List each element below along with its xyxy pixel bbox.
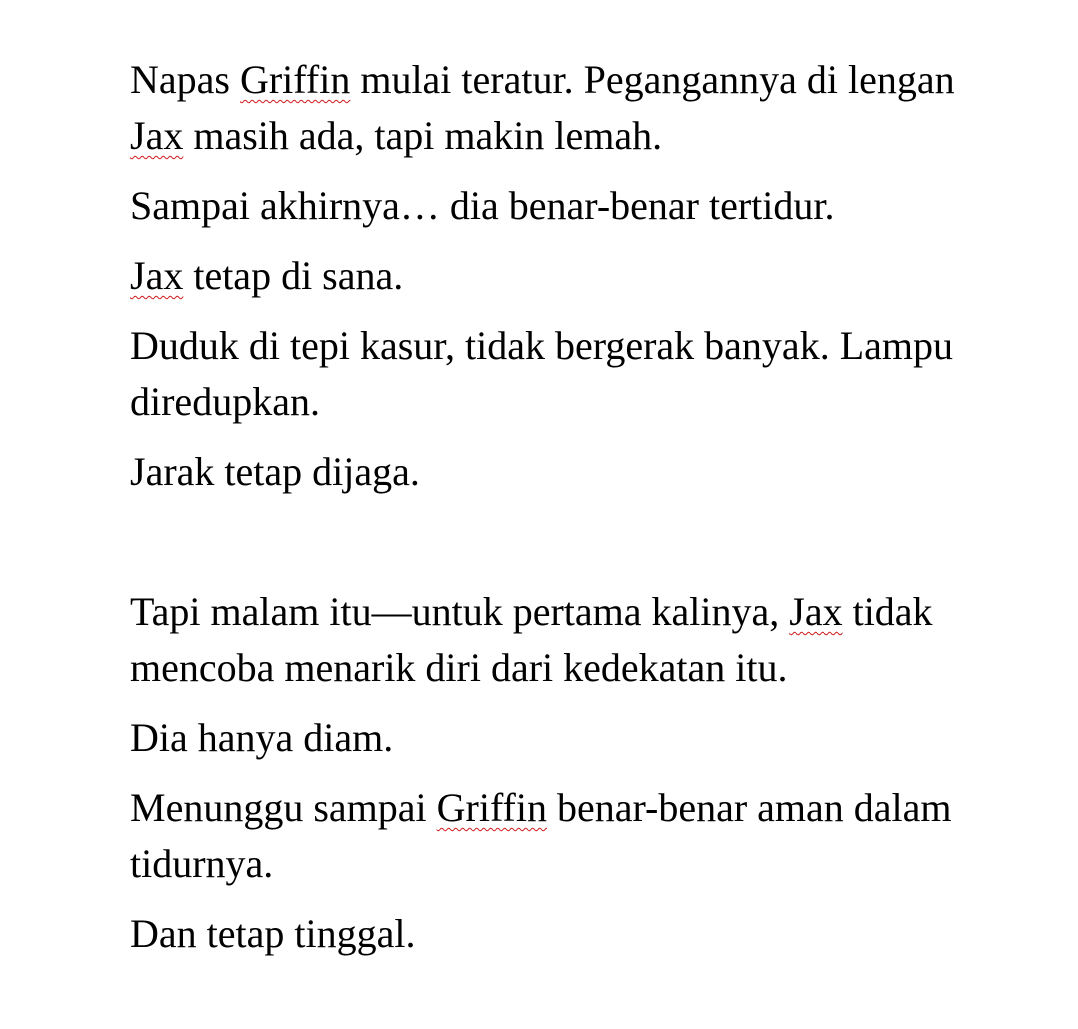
text-run: masih ada, tapi makin lemah.: [183, 113, 663, 158]
text-run: tetap di sana.: [183, 253, 404, 298]
paragraph-3: [130, 248, 960, 304]
paragraph-2: Sampai akhirnya… dia benar-benar tertidur.: [130, 183, 835, 228]
text-run: Menunggu sampai: [130, 785, 437, 830]
text-run: mulai teratur. Pegangannya di lengan: [350, 57, 955, 102]
misspelled-word[interactable]: Jax: [130, 253, 184, 298]
document-body: [130, 52, 960, 976]
paragraph-7: Dia hanya diam.: [130, 715, 394, 760]
paragraph-8: [130, 780, 960, 892]
text-run: Tapi malam itu—untuk pertama kalinya,: [130, 589, 790, 634]
paragraph-5: Jarak tetap dijaga.: [130, 449, 420, 494]
misspelled-word[interactable]: Griffin: [239, 57, 351, 102]
paragraph-4: Duduk di tepi kasur, tidak bergerak banyak. Lampu diredupkan.: [130, 323, 953, 424]
text-run: tidak mencoba menarik diri dari kedekatan itu.: [130, 589, 933, 690]
misspelled-word[interactable]: Jax: [789, 589, 843, 634]
blank-line: [130, 514, 960, 584]
misspelled-word[interactable]: Griffin: [436, 785, 547, 830]
paragraph-1: [130, 52, 960, 164]
text-run: Napas: [130, 57, 240, 102]
misspelled-word[interactable]: Jax: [130, 113, 184, 158]
paragraph-9: Dan tetap tinggal.: [130, 911, 416, 956]
paragraph-6: [130, 584, 960, 696]
text-run: benar-benar aman dalam tidurnya.: [130, 785, 952, 886]
